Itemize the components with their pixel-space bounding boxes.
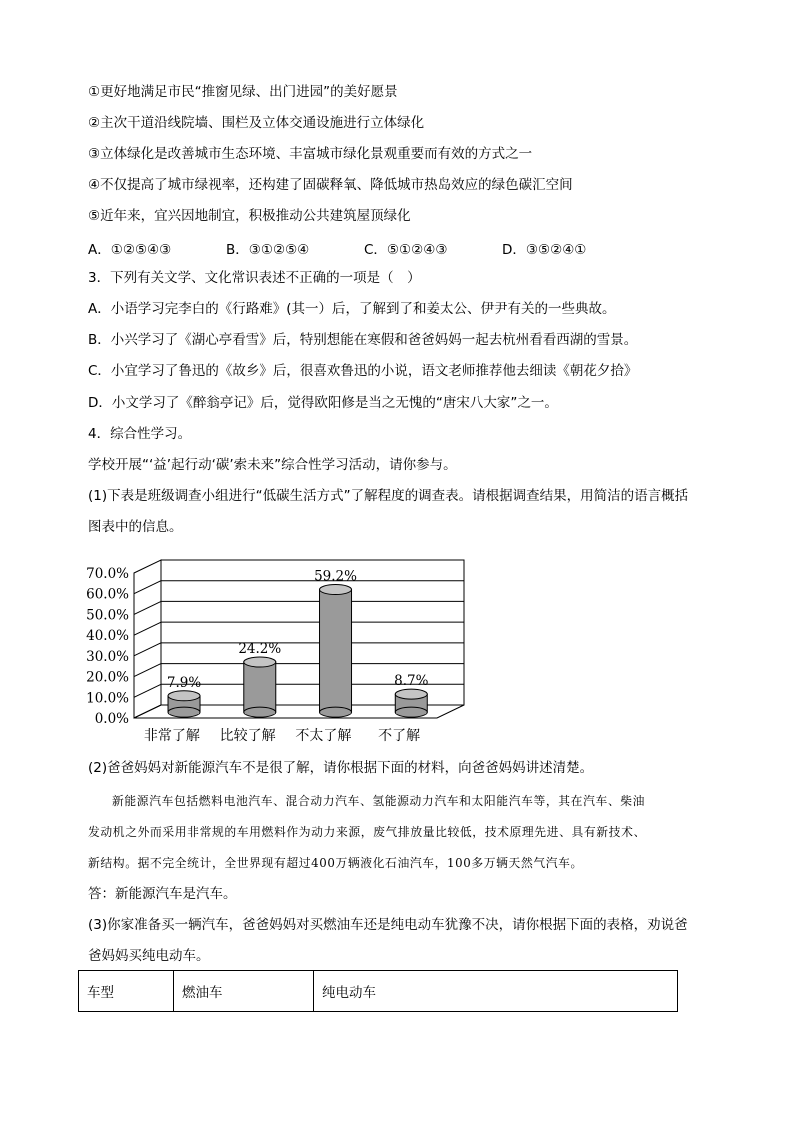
gridline-side — [134, 664, 161, 677]
q3-option-b[interactable]: B．小兴学习了《湖心亭看雪》后，特别想能在寒假和爸爸妈妈一起去杭州看看西湖的雪景。 — [88, 332, 638, 348]
answer-line[interactable]: 答：新能源汽车是汽车。 — [88, 886, 237, 902]
bar-top — [168, 691, 200, 701]
table-header-type: 车型 — [79, 971, 174, 1012]
bar — [244, 662, 276, 712]
material-line-2: 发动机之外而采用非常规的车用燃料作为动力来源，废气排放量比较低，技术原理先进、具有新技术、 — [88, 825, 646, 839]
q2-choices — [88, 238, 586, 258]
table-header-fuel: 燃油车 — [174, 971, 314, 1012]
data-label: 7.9% — [166, 674, 202, 691]
survey-bar-chart — [84, 550, 484, 750]
x-tick-label: 比较了解 — [219, 728, 276, 744]
q4-part2: (2)爸爸妈妈对新能源汽车不是很了解，请你根据下面的材料，向爸爸妈妈讲述清楚。 — [88, 760, 594, 776]
y-tick-label: 40.0% — [86, 628, 129, 645]
data-label: 59.2% — [314, 568, 357, 585]
bar-top — [395, 689, 427, 699]
x-tick-label: 不太了解 — [295, 728, 352, 744]
q2-choice-a[interactable]: A．①②⑤④③ — [88, 242, 172, 258]
q3-stem: 3．下列有关文学、文化常识表述不正确的一项是（ ） — [88, 270, 421, 286]
chart-left-wall — [134, 560, 161, 718]
q4-part1-line1: (1)下表是班级调查小组进行“低碳生活方式”了解程度的调查表。请根据调查结果，用简洁的语言概括 — [88, 488, 689, 504]
x-tick-label: 不了解 — [378, 728, 421, 744]
gridline-side — [134, 684, 161, 697]
option-3: ③立体绿化是改善城市生态环境、丰富城市绿化景观重要而有效的方式之一 — [88, 146, 533, 162]
q3-option-d[interactable]: D．小文学习了《醉翁亭记》后，觉得欧阳修是当之无愧的“唐宋八大家”之一。 — [88, 395, 558, 411]
gridline-side — [134, 622, 161, 635]
y-tick-label: 0.0% — [94, 711, 129, 727]
bar — [320, 590, 352, 713]
q4-intro: 学校开展“‘益’起行动‘碳’索未来”综合性学习活动，请你参与。 — [88, 457, 457, 473]
option-4: ④不仅提高了城市绿视率，还构建了固碳释氧、降低城市热岛效应的绿色碳汇空间 — [88, 177, 573, 193]
q4-part1-line2: 图表中的信息。 — [88, 519, 183, 535]
gridline-side — [134, 581, 161, 594]
bar-base-fill — [245, 711, 275, 714]
comparison-table — [78, 970, 678, 1012]
bar-base-fill — [396, 711, 426, 714]
option-5: ⑤近年来，宜兴因地制宜，积极推动公共建筑屋顶绿化 — [88, 208, 411, 224]
y-tick-label: 30.0% — [86, 648, 129, 665]
x-tick-label: 非常了解 — [143, 728, 200, 744]
y-tick-label: 10.0% — [86, 690, 129, 707]
y-tick-label: 60.0% — [86, 586, 129, 603]
option-1: ①更好地满足市民“推窗见绿、出门进园”的美好愿景 — [88, 84, 398, 100]
table-row — [79, 971, 678, 1012]
data-label: 8.7% — [394, 673, 429, 690]
material-line-1: 新能源汽车包括燃料电池汽车、混合动力汽车、氢能源动力汽车和太阳能汽车等，其在汽车、柴油 — [112, 794, 646, 808]
bar-base-fill — [321, 711, 351, 714]
gridline-side — [134, 601, 161, 614]
q2-choice-c[interactable]: C．⑤①②④③ — [364, 242, 448, 258]
q2-choice-b[interactable]: B．③①②⑤④ — [226, 242, 310, 258]
q3-option-c[interactable]: C．小宜学习了鲁迅的《故乡》后，很喜欢鲁迅的小说，语文老师推荐他去细读《朝花夕拾》 — [88, 363, 638, 379]
q4-stem: 4．综合性学习。 — [88, 426, 192, 442]
bar-top — [320, 585, 352, 595]
q4-part3-line2: 爸妈妈买纯电动车。 — [88, 948, 210, 964]
q4-part3-line1: (3)你家准备买一辆汽车，爸爸妈妈对买燃油车还是纯电动车犹豫不决，请你根据下面的表格，劝说爸 — [88, 917, 688, 933]
y-tick-label: 50.0% — [86, 607, 129, 624]
gridline-side — [134, 643, 161, 656]
table-header-electric: 纯电动车 — [314, 971, 678, 1012]
y-tick-label: 20.0% — [86, 669, 129, 686]
data-label: 24.2% — [238, 641, 282, 658]
option-2: ②主次干道沿线院墙、围栏及立体交通设施进行立体绿化 — [88, 115, 425, 131]
bar-top — [244, 657, 276, 667]
material-passage — [88, 786, 718, 879]
q3-option-a[interactable]: A．小语学习完李白的《行路难》(其一）后，了解到了和姜太公、伊尹有关的一些典故。 — [88, 301, 616, 317]
y-tick-label: 70.0% — [86, 566, 129, 582]
bar-base-fill — [169, 711, 199, 714]
material-line-3: 新结构。据不完全统计，全世界现有超过400万辆液化石油汽车，100多万辆天然气汽车。 — [88, 856, 583, 870]
q2-choice-d[interactable]: D．③⑤②④① — [502, 242, 587, 258]
